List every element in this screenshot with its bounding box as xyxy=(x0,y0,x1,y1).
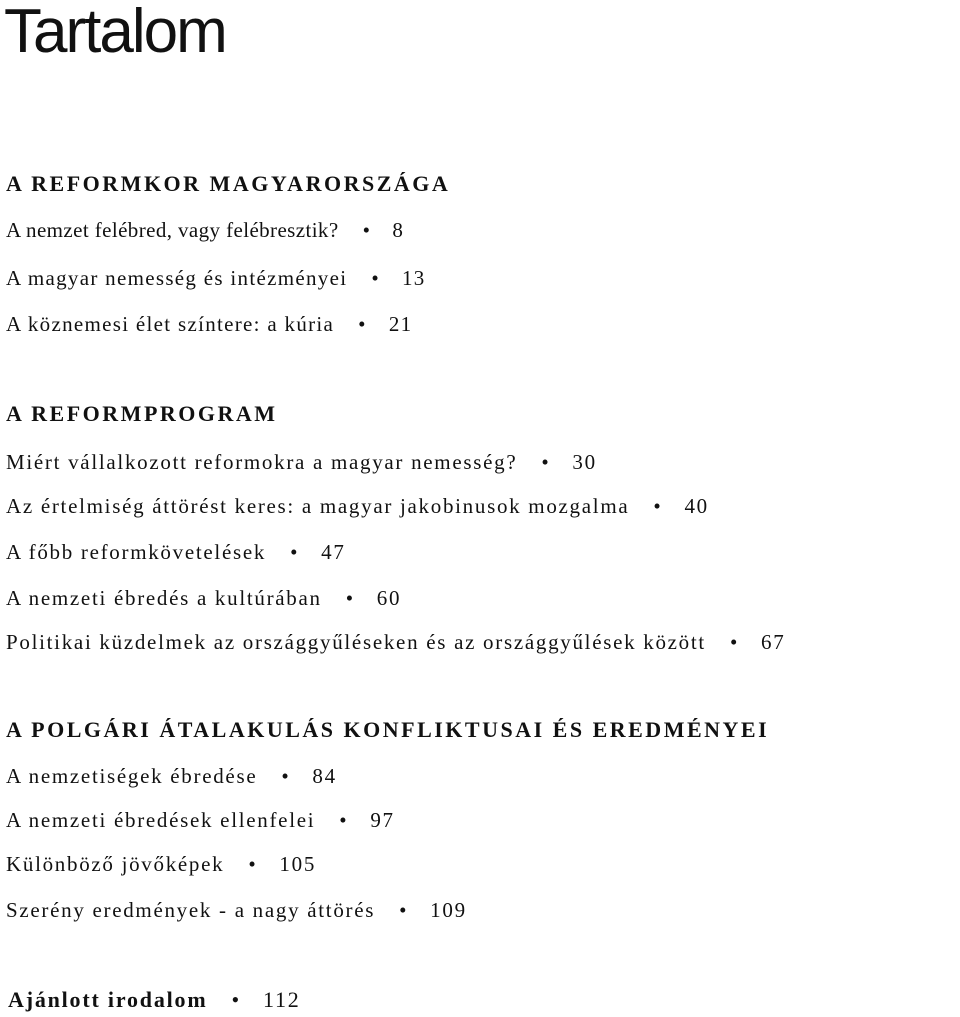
toc-entry-page: 47 xyxy=(321,540,346,564)
bullet-separator: • xyxy=(358,312,367,336)
bullet-separator: • xyxy=(290,540,300,564)
toc-entry-page: 30 xyxy=(572,450,597,474)
toc-entry-page: 13 xyxy=(402,266,426,290)
bullet-separator: • xyxy=(399,898,409,922)
toc-entry-recommended-reading[interactable] xyxy=(8,986,301,1014)
toc-entry-title: A köznemesi élet színtere: a kúria xyxy=(6,312,335,336)
toc-entry[interactable] xyxy=(6,896,467,924)
toc-entry[interactable] xyxy=(6,806,395,834)
toc-entry-page: 40 xyxy=(684,494,709,518)
toc-entry-title: A nemzeti ébredések ellenfelei xyxy=(6,808,316,832)
toc-entry-page: 105 xyxy=(279,852,317,876)
bullet-separator: • xyxy=(231,987,241,1012)
toc-entry-title: Politikai küzdelmek az országgyűléseken és az országgyűlések között xyxy=(6,630,706,654)
toc-entry-page: 97 xyxy=(370,808,395,832)
bullet-separator: • xyxy=(362,218,371,242)
toc-entry-title: Az értelmiség áttörést keres: a magyar jakobinusok mozgalma xyxy=(6,494,630,518)
toc-entry[interactable] xyxy=(6,310,412,338)
toc-entry[interactable] xyxy=(6,448,597,476)
toc-entry[interactable] xyxy=(6,492,709,520)
toc-entry[interactable] xyxy=(6,584,401,612)
toc-entry[interactable] xyxy=(6,850,316,878)
bullet-separator: • xyxy=(345,586,355,610)
toc-entry[interactable] xyxy=(6,762,337,790)
toc-entry-page: 8 xyxy=(392,218,404,242)
toc-entry-page: 21 xyxy=(388,312,413,336)
toc-entry-title: A nemzet felébred, vagy felébresztik? xyxy=(6,218,339,242)
toc-entry-title: Különböző jövőképek xyxy=(6,852,225,876)
toc-entry-title: A főbb reformkövetelések xyxy=(6,540,267,564)
toc-entry[interactable] xyxy=(6,538,346,566)
toc-entry-title: Ajánlott irodalom xyxy=(8,987,208,1012)
bullet-separator: • xyxy=(653,494,663,518)
bullet-separator: • xyxy=(281,764,291,788)
toc-entry[interactable] xyxy=(6,628,785,656)
bullet-separator: • xyxy=(339,808,349,832)
toc-entry-title: Miért vállalkozott reformokra a magyar nemesség? xyxy=(6,450,518,474)
page-title: Tartalom xyxy=(4,0,226,66)
toc-entry-title: A magyar nemesség és intézményei xyxy=(6,266,348,290)
section-heading-reformprogram: A REFORMPROGRAM xyxy=(6,401,278,426)
toc-entry-title: A nemzetiségek ébredése xyxy=(6,764,258,788)
toc-entry-page: 109 xyxy=(430,898,467,922)
toc-entry[interactable] xyxy=(6,264,426,292)
bullet-separator: • xyxy=(541,450,551,474)
section-heading-reformkor: A REFORMKOR MAGYARORSZÁGA xyxy=(6,171,451,196)
bullet-separator: • xyxy=(371,266,380,290)
toc-entry-page: 60 xyxy=(376,586,402,610)
toc-entry[interactable] xyxy=(6,216,403,244)
toc-entry-page: 112 xyxy=(262,987,301,1012)
toc-entry-page: 84 xyxy=(312,764,337,788)
section-heading-polgari-atalakulas: A POLGÁRI ÁTALAKULÁS KONFLIKTUSAI ÉS EREDMÉNYEI xyxy=(6,717,770,742)
bullet-separator: • xyxy=(729,630,740,654)
toc-entry-title: Szerény eredmények - a nagy áttörés xyxy=(6,898,376,922)
toc-entry-page: 67 xyxy=(761,630,786,654)
toc-entry-title: A nemzeti ébredés a kultúrában xyxy=(6,586,322,610)
bullet-separator: • xyxy=(248,852,258,876)
